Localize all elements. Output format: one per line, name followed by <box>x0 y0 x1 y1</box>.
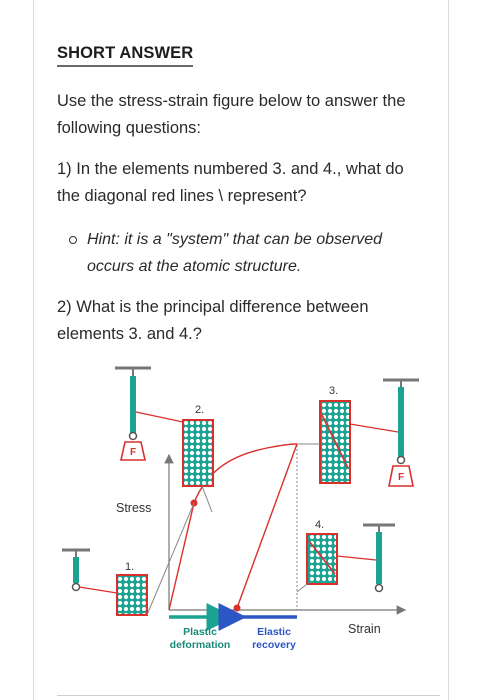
strain-axis-label: Strain <box>348 622 381 636</box>
force-label-right: F <box>397 472 405 483</box>
element-4-label: 4. <box>315 519 325 531</box>
hint-text: Hint: it is a "system" that can be observed occurs at the atomic structure. <box>87 231 383 275</box>
element-2-label: 2. <box>195 404 205 416</box>
element-2-pointer <box>202 486 212 512</box>
force-label-left: F <box>129 447 137 458</box>
bullet-icon <box>69 236 77 244</box>
question-content <box>57 44 427 343</box>
residual-point <box>234 605 241 612</box>
hint-item <box>69 226 419 280</box>
question-1: 1) In the elements numbered 3. and 4., what do the diagonal red lines \ represent? <box>57 160 404 205</box>
element-1-pointer <box>147 503 194 615</box>
plastic-label-1: Plastic <box>183 626 217 638</box>
plastic-label-2: deformation <box>169 639 231 651</box>
intro-text: Use the stress-strain figure below to answer the following questions: <box>57 92 406 137</box>
element-4-pointer <box>297 584 307 592</box>
stress-strain-figure <box>57 360 427 670</box>
element-4 <box>297 519 395 592</box>
element-3-label: 3. <box>329 385 339 397</box>
unloading-line <box>237 444 297 608</box>
element-1-label: 1. <box>125 561 135 573</box>
section-heading: SHORT ANSWER <box>57 44 193 67</box>
element-2 <box>115 368 213 512</box>
elastic-label-2: recovery <box>252 639 296 651</box>
elastic-label-1: Elastic <box>257 626 291 638</box>
stress-axis-label: Stress <box>116 501 152 515</box>
element-3 <box>297 380 419 486</box>
question-2: 2) What is the principal difference between elements 3. and 4.? <box>57 298 369 343</box>
element-1 <box>62 503 194 615</box>
bottom-divider <box>57 695 440 696</box>
panel-right-border <box>448 0 449 700</box>
stress-strain-diagram <box>57 360 427 665</box>
panel-left-border <box>33 0 34 700</box>
